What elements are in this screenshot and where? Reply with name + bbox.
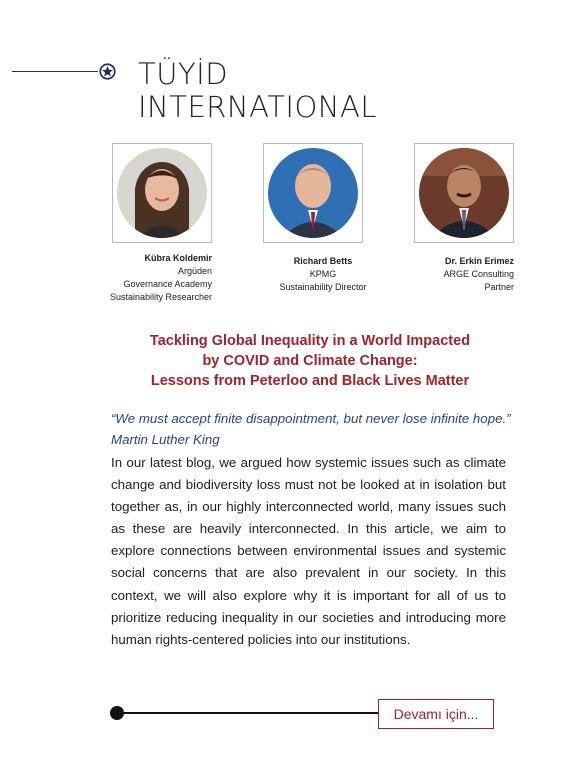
article-title-line: Lessons from Peterloo and Black Lives Matter [150, 373, 470, 389]
page-title-line1: TÜYİD [138, 57, 229, 91]
author-photo [419, 148, 509, 238]
author-name: Richard Betts [293, 256, 353, 266]
read-more-button[interactable]: Devamı için... [378, 699, 494, 729]
author-info [443, 255, 514, 294]
author-photo-frame [414, 143, 514, 243]
author-photo-frame [112, 143, 212, 243]
author-name: Kübra Koldemir [144, 253, 212, 263]
author-info [110, 252, 212, 304]
article-title-line: Tackling Global Inequality in a World Impacted [149, 333, 471, 349]
star-badge-icon [99, 63, 116, 80]
author-photo [117, 148, 207, 238]
author-info [263, 255, 383, 294]
author-photo-frame [263, 143, 363, 243]
author-photo [268, 148, 358, 238]
author-org: ARGE Consulting [443, 269, 514, 279]
footer-rule [118, 712, 378, 714]
page-title [138, 58, 377, 124]
author-role-line: Partner [484, 282, 514, 292]
article-quote: “We must accept finite disappointment, but never lose infinite hope.” Martin Luther King [111, 411, 511, 447]
author-role-line: Governance Academy [123, 279, 212, 289]
author-role-line: Sustainability Director [279, 282, 367, 292]
article-title-line: by COVID and Climate Change: [202, 353, 418, 369]
author-name: Dr. Erkin Erimez [444, 256, 514, 266]
article-body: In our latest blog, we argued how systemic issues such as climate change and biodiversity loss must not be looked at in isolation but together as, in our highly interconnected world, many issues such as these are heavily interconnected. In this article, we aim to explore connections between environmental issues and systemic social concerns that are also prevalent in our society. In this context, we will also explore why it is important for all of us to prioritize reducing inequality in our societies and introducing more human rights-centered policies into our institutions. [111, 455, 506, 647]
author-org: Argüden [177, 266, 212, 276]
article-title [112, 331, 508, 391]
author-org: KPMG [309, 269, 337, 279]
header-rule [12, 71, 98, 72]
page-title-line2: INTERNATIONAL [138, 90, 377, 124]
author-role-line: Sustainability Researcher [109, 292, 212, 302]
